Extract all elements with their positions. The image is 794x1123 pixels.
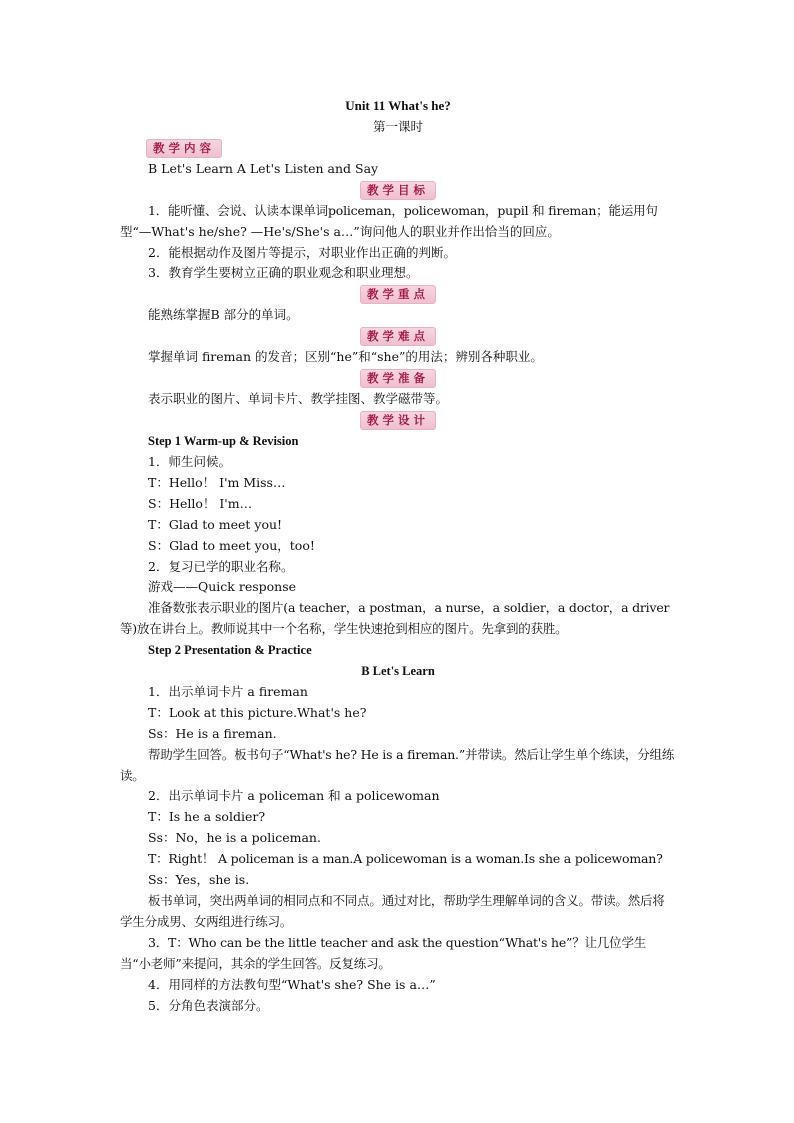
tag-design: 教学设计 (360, 411, 436, 430)
step1-line: T：Glad to meet you! (148, 516, 283, 532)
tag-key-points: 教学重点 (360, 285, 436, 304)
step1-line: S：Glad to meet you，too! (148, 537, 315, 553)
objective-line: 型“—What's he/she? —He's/She's a…”询问他人的职业并作出恰当的回应。 (120, 223, 560, 239)
step2-line: T：Look at this picture.What's he? (148, 704, 367, 720)
step2-line: 1．出示单词卡片 a fireman (148, 683, 308, 699)
step1-line: T：Hello！ I'm Miss… (148, 474, 286, 490)
step2-line: Ss：Yes，she is. (148, 872, 250, 888)
step2-line: Ss：He is a fireman. (148, 725, 277, 741)
difficulties-text: 掌握单词 fireman 的发音；区别“he”和“she”的用法；辨别各种职业。 (148, 349, 543, 365)
objective-line: 2．能根据动作及图片等提示，对职业作出正确的判断。 (148, 244, 456, 260)
step2-line: 5．分角色表演部分。 (148, 997, 269, 1013)
step2-line: T：Is he a soldier? (148, 809, 266, 825)
step1-line: S：Hello！ I'm… (148, 495, 253, 511)
key-points-text: 能熟练掌握B 部分的单词。 (148, 307, 299, 323)
objective-line: 3．教育学生要树立正确的职业观念和职业理想。 (148, 265, 419, 281)
content-line: B Let's Learn A Let's Listen and Say (148, 160, 379, 176)
section-heading: B Let's Learn (361, 664, 435, 679)
tag-content: 教学内容 (146, 139, 222, 158)
tag-difficulties: 教学难点 (360, 327, 436, 346)
step2-paragraph: 板书单词，突出两单词的相同点和不同点。通过对比，帮助学生理解单词的含义。带读。然后将学生分成男、女两组进行练习。 (120, 893, 665, 929)
step1-heading: Step 1 Warm-up & Revision (148, 434, 299, 449)
step1-line: 2．复习已学的职业名称。 (148, 558, 294, 574)
objective-line: 1．能听懂、会说、认读本课单词policeman，policewoman，pupil 和 fireman；能运用句 (148, 202, 658, 218)
unit-title: Unit 11 What's he? (345, 98, 451, 113)
step2-heading: Step 2 Presentation & Practice (148, 643, 312, 658)
tag-objectives: 教学目标 (360, 181, 436, 200)
step2-line: T：Right！ A policeman is a man.A policewoman is a woman.Is she a policewoman? (148, 851, 663, 867)
preparation-text: 表示职业的图片、单词卡片、教学挂图、教学磁带等。 (148, 391, 449, 407)
step1-paragraph: 准备数张表示职业的图片(a teacher，a postman，a nurse，a soldier，a doctor，a driver 等)放在讲台上。教师说其中一个名称，学生快速抢到相应的图片。先拿到的获胜。 (120, 600, 670, 637)
step1-line: 游戏——Quick response (148, 579, 297, 595)
lesson-subtitle: 第一课时 (372, 118, 423, 134)
step2-line: Ss：No，he is a policeman. (148, 830, 321, 846)
tag-preparation: 教学准备 (360, 369, 436, 388)
step2-line: 2．出示单词卡片 a policeman 和 a policewoman (148, 788, 440, 804)
step2-paragraph: 3．T：Who can be the little teacher and ask the question“What's he”？让几位学生当“小老师”来提问，其余的学生回答。反复练习。 (120, 934, 647, 971)
step2-line: 4．用同样的方法教句型“What's she? She is a…” (148, 976, 436, 992)
step1-line: 1．师生问候。 (148, 453, 231, 469)
lesson-page (120, 96, 676, 1016)
step2-paragraph: 帮助学生回答。板书句子“What's he? He is a fireman.”并带读。然后让学生单个练读，分组练读。 (120, 746, 675, 783)
